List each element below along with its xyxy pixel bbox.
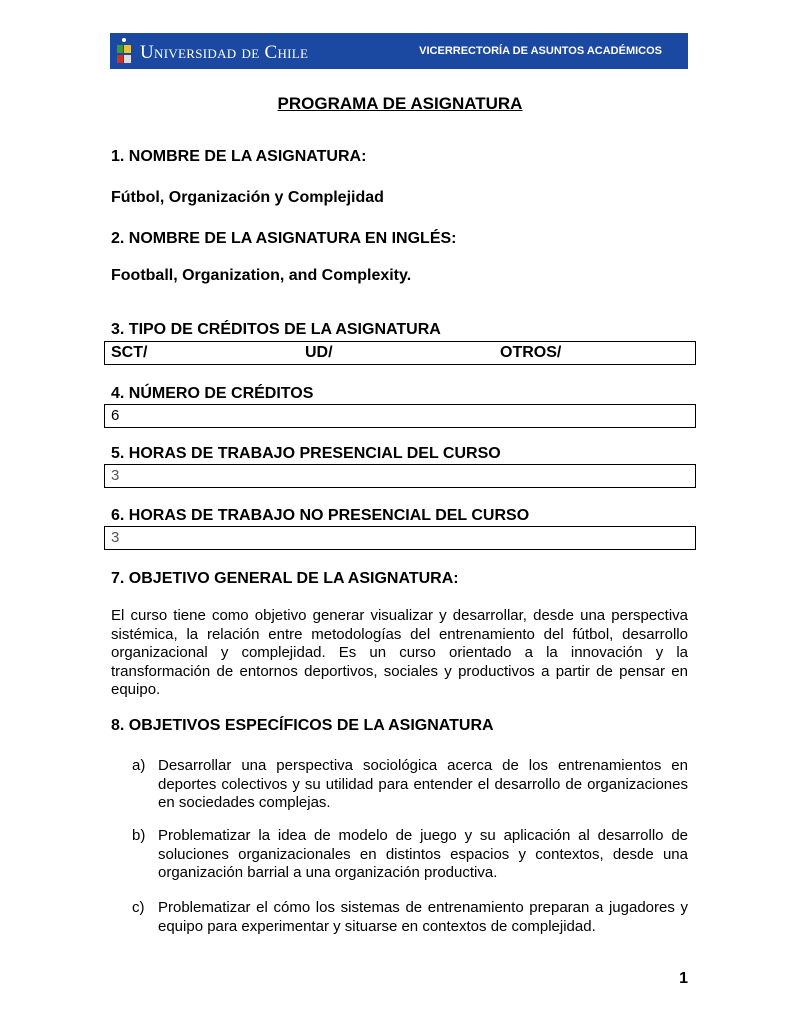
list-marker: a): [132, 757, 146, 774]
presential-hours-value: 3: [111, 467, 120, 484]
section-4-heading: 4. NÚMERO DE CRÉDITOS: [111, 385, 314, 402]
non-presential-hours-box: [104, 526, 696, 550]
credits-box: [104, 404, 696, 428]
ud-label: UD/: [305, 344, 333, 361]
section-5-heading: 5. HORAS DE TRABAJO PRESENCIAL DEL CURSO: [111, 445, 501, 462]
list-item: [132, 827, 688, 883]
list-item-text: Problematizar la idea de modelo de juego y su aplicación al desarrollo de soluciones organizacionales en distintos espacios y contextos, desde una organización barrial a una organización productiva.: [158, 827, 688, 881]
page-title: PROGRAMA DE ASIGNATURA: [277, 94, 523, 113]
page-number: 1: [679, 970, 688, 987]
header-banner: [110, 33, 688, 69]
section-3-heading: 3. TIPO DE CRÉDITOS DE LA ASIGNATURA: [111, 321, 441, 338]
list-marker: c): [132, 899, 145, 916]
university-crest-icon: [116, 37, 132, 65]
section-6-heading: 6. HORAS DE TRABAJO NO PRESENCIAL DEL CURSO: [111, 507, 530, 524]
course-name: Fútbol, Organización y Complejidad: [111, 189, 384, 206]
general-objective-text: El curso tiene como objetivo generar visualizar y desarrollar, desde una perspectiva sistémica, la relación entre metodologías del entrenamiento del fútbol, desarrollo organizacional y complejidad. Es un curso orientado a la innovación y la transformación de entornos deportivos, sociales y productivos a partir de pensar en equipo.: [111, 607, 688, 698]
section-1-heading: 1. NOMBRE DE LA ASIGNATURA:: [111, 148, 367, 165]
list-item: [132, 757, 688, 813]
non-presential-hours-value: 3: [111, 529, 120, 546]
list-item-text: Desarrollar una perspectiva sociológica acerca de los entrenamientos en deportes colectivos y su utilidad para entender el desarrollo de organizaciones en sociedades complejas.: [158, 757, 688, 811]
department-name: VICERRECTORÍA DE ASUNTOS ACADÉMICOS: [419, 45, 662, 57]
university-name: Universidad de Chile: [140, 42, 309, 63]
list-item-text: Problematizar el cómo los sistemas de entrenamiento preparan a jugadores y equipo para experimentar y situarse en contextos de complejidad.: [158, 899, 688, 935]
credit-type-box: [104, 341, 696, 365]
section-8-heading: 8. OBJETIVOS ESPECÍFICOS DE LA ASIGNATURA: [111, 717, 494, 734]
list-marker: b): [132, 827, 146, 844]
sct-label: SCT/: [111, 344, 148, 361]
section-7-heading: 7. OBJETIVO GENERAL DE LA ASIGNATURA:: [111, 570, 459, 587]
course-name-english: Football, Organization, and Complexity.: [111, 267, 412, 284]
otros-label: OTROS/: [500, 344, 562, 361]
presential-hours-box: [104, 464, 696, 488]
credits-value: 6: [111, 407, 120, 424]
list-item: [132, 899, 688, 936]
section-2-heading: 2. NOMBRE DE LA ASIGNATURA EN INGLÉS:: [111, 230, 457, 247]
